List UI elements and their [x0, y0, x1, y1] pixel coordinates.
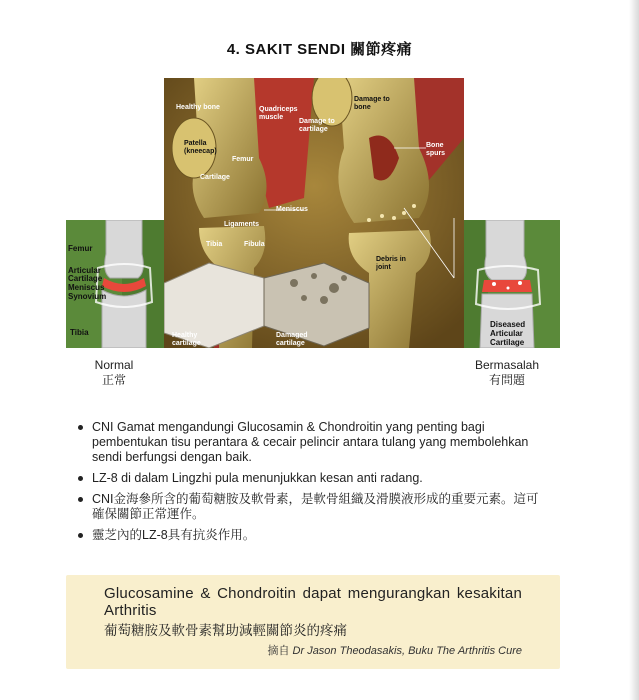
label-diseased: Diseased: [490, 320, 526, 329]
label-quadriceps: Quadriceps muscle: [259, 106, 298, 121]
list-item: 靈芝內的LZ-8具有抗炎作用。: [78, 528, 548, 543]
label-synovium: Synovium: [68, 292, 107, 301]
list-item: CNI金海參所含的葡萄糖胺及軟骨素，是軟骨組織及滑膜液形成的重要元素。這可確保關節正常運作。: [78, 492, 548, 522]
problem-caption: [462, 358, 552, 388]
normal-knee-illustration: [66, 220, 164, 348]
label-meniscus: Meniscus: [68, 283, 105, 292]
label-cartilage-right: Cartilage: [490, 338, 525, 347]
normal-caption: [84, 358, 144, 388]
arthritic-knee-illustration: [164, 78, 464, 348]
label-debris: Debris in joint: [376, 256, 406, 271]
normal-caption-zh: 正常: [101, 373, 126, 387]
label-tibia: Tibia: [70, 328, 89, 337]
list-item: LZ-8 di dalam Lingzhi pula menunjukkan kesan anti radang.: [78, 471, 548, 486]
label-femur: Femur: [68, 244, 93, 253]
label-cartilage-main: Cartilage: [200, 174, 230, 181]
label-articular: Articular: [68, 266, 101, 275]
benefit-list: [78, 420, 548, 549]
label-tibia-main: Tibia: [206, 241, 223, 248]
normal-caption-ms: Normal: [94, 358, 134, 372]
quote-source-citation: Dr Jason Theodasakis, Buku The Arthritis Cure: [292, 645, 522, 657]
label-healthy-bone: Healthy bone: [176, 104, 220, 111]
diseased-knee-illustration: [464, 220, 560, 348]
quote-chinese: 葡萄糖胺及軟骨素幫助減輕關節炎的疼痛: [104, 623, 347, 638]
label-ligaments: Ligaments: [224, 221, 260, 228]
label-articular-right: Articular: [490, 329, 523, 338]
knee-figure: [66, 78, 558, 350]
label-damaged-cartilage: Damaged cartilage: [276, 332, 308, 347]
page-edge-shadow: [629, 0, 639, 700]
label-meniscus-main: Meniscus: [276, 206, 308, 213]
quote-source: [104, 642, 522, 658]
problem-caption-zh: 有問題: [488, 373, 525, 387]
quote-box: [66, 575, 560, 669]
quote-english: Glucosamine & Chondroitin dapat mengurangkan kesakitan Arthritis: [104, 585, 522, 619]
label-bone-spurs: Bone spurs: [426, 142, 446, 157]
quote-source-prefix: 摘自: [267, 645, 293, 657]
label-fibula: Fibula: [244, 241, 265, 248]
label-healthy-cartilage: Healthy cartilage: [172, 332, 201, 347]
label-damage-cartilage: Damage to cartilage: [299, 118, 335, 133]
label-damage-bone: Damage to bone: [354, 96, 390, 111]
list-item: CNI Gamat mengandungi Glucosamin & Chondroitin yang penting bagi pembentukan tisu perantara & cecair pelincir antara tulang yang membolehkan sendi berfungsi dengan baik.: [78, 420, 548, 465]
label-cartilage: Cartilage: [68, 274, 103, 283]
label-patella: Patella (kneecap): [184, 140, 217, 155]
page-title: 4. SAKIT SENDI 關節疼痛: [226, 41, 413, 58]
problem-caption-ms: Bermasalah: [474, 358, 540, 372]
label-femur-main: Femur: [232, 156, 254, 163]
